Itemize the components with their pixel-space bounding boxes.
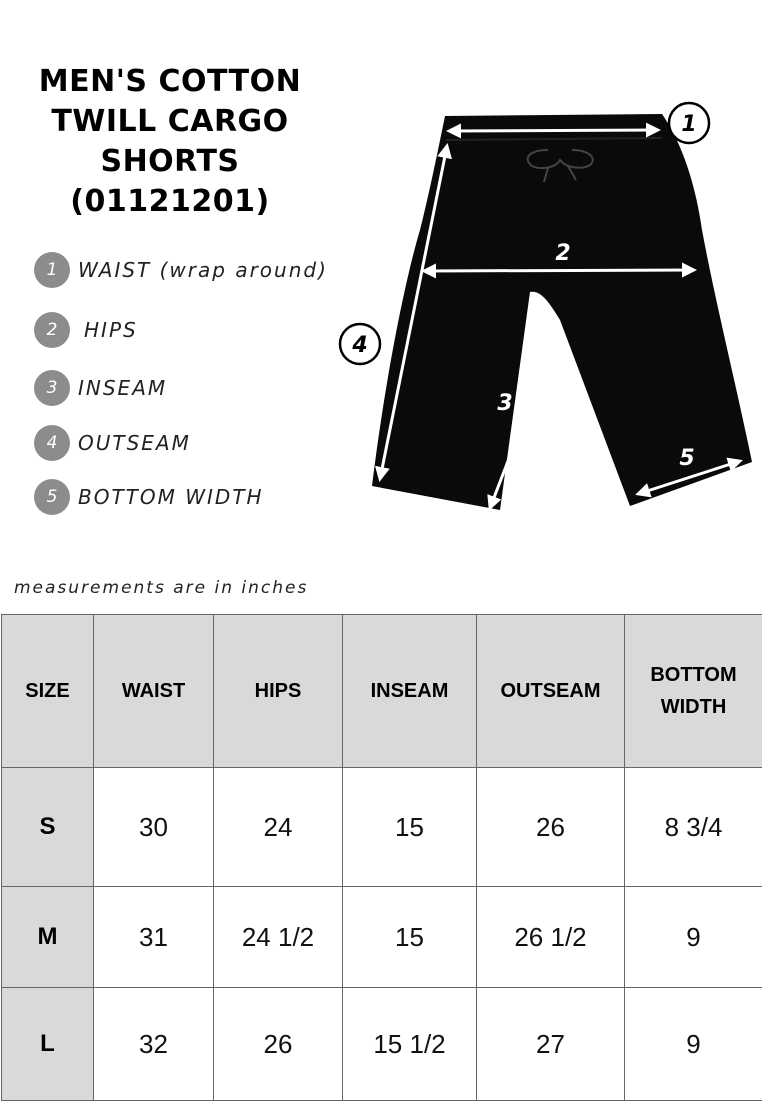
outseam-cell: 26 1/2 bbox=[477, 887, 625, 988]
size-cell: M bbox=[2, 887, 94, 988]
size-cell: S bbox=[2, 768, 94, 887]
table-row bbox=[2, 988, 762, 1101]
legend-label: WAIST (wrap around) bbox=[78, 258, 328, 282]
legend-number-badge: 4 bbox=[34, 425, 70, 461]
legend-item-inseam bbox=[34, 370, 167, 406]
header-inseam: INSEAM bbox=[343, 615, 477, 768]
legend-number-badge: 5 bbox=[34, 479, 70, 515]
legend-label: INSEAM bbox=[78, 376, 167, 400]
marker-2: 2 bbox=[555, 241, 570, 266]
inseam-cell: 15 bbox=[343, 768, 477, 887]
title-line-2: TWILL CARGO bbox=[10, 102, 330, 142]
waist-cell: 32 bbox=[94, 988, 214, 1101]
header-outseam: OUTSEAM bbox=[477, 615, 625, 768]
waist-cell: 31 bbox=[94, 887, 214, 988]
header-size: SIZE bbox=[2, 615, 94, 768]
title-line-1: MEN'S COTTON bbox=[10, 62, 330, 102]
header-bottom-width: BOTTOM WIDTH bbox=[625, 615, 762, 768]
marker-1: 1 bbox=[681, 112, 696, 137]
legend-label: BOTTOM WIDTH bbox=[78, 485, 264, 509]
inseam-cell: 15 bbox=[343, 887, 477, 988]
legend-item-bottom-width bbox=[34, 479, 264, 515]
bottom-width-cell: 9 bbox=[625, 988, 762, 1101]
table-row bbox=[2, 887, 762, 988]
legend-label: OUTSEAM bbox=[78, 431, 191, 455]
hips-cell: 24 bbox=[214, 768, 343, 887]
table-row bbox=[2, 768, 762, 887]
title-line-3: SHORTS (01121201) bbox=[10, 142, 330, 222]
marker-3: 3 bbox=[497, 391, 512, 416]
outseam-cell: 26 bbox=[477, 768, 625, 887]
legend-number-badge: 3 bbox=[34, 370, 70, 406]
legend-item-outseam bbox=[34, 425, 191, 461]
table-header-row bbox=[2, 615, 762, 768]
header-waist: WAIST bbox=[94, 615, 214, 768]
bottom-width-cell: 8 3/4 bbox=[625, 768, 762, 887]
inseam-cell: 15 1/2 bbox=[343, 988, 477, 1101]
shorts-silhouette bbox=[372, 114, 752, 510]
size-chart-table bbox=[1, 614, 762, 1101]
marker-4: 4 bbox=[351, 333, 367, 358]
legend-label: HIPS bbox=[84, 318, 138, 342]
product-title bbox=[10, 62, 330, 222]
waist-cell: 30 bbox=[94, 768, 214, 887]
outseam-cell: 27 bbox=[477, 988, 625, 1101]
legend-number-badge: 2 bbox=[34, 312, 70, 348]
legend-number-badge: 1 bbox=[34, 252, 70, 288]
hips-cell: 24 1/2 bbox=[214, 887, 343, 988]
legend-item-waist bbox=[34, 252, 328, 288]
legend-item-hips bbox=[34, 312, 138, 348]
header-hips: HIPS bbox=[214, 615, 343, 768]
units-note: measurements are in inches bbox=[14, 578, 308, 598]
size-cell: L bbox=[2, 988, 94, 1101]
marker-5: 5 bbox=[679, 446, 694, 471]
hips-cell: 26 bbox=[214, 988, 343, 1101]
shorts-measurement-diagram bbox=[330, 90, 762, 530]
bottom-width-cell: 9 bbox=[625, 887, 762, 988]
